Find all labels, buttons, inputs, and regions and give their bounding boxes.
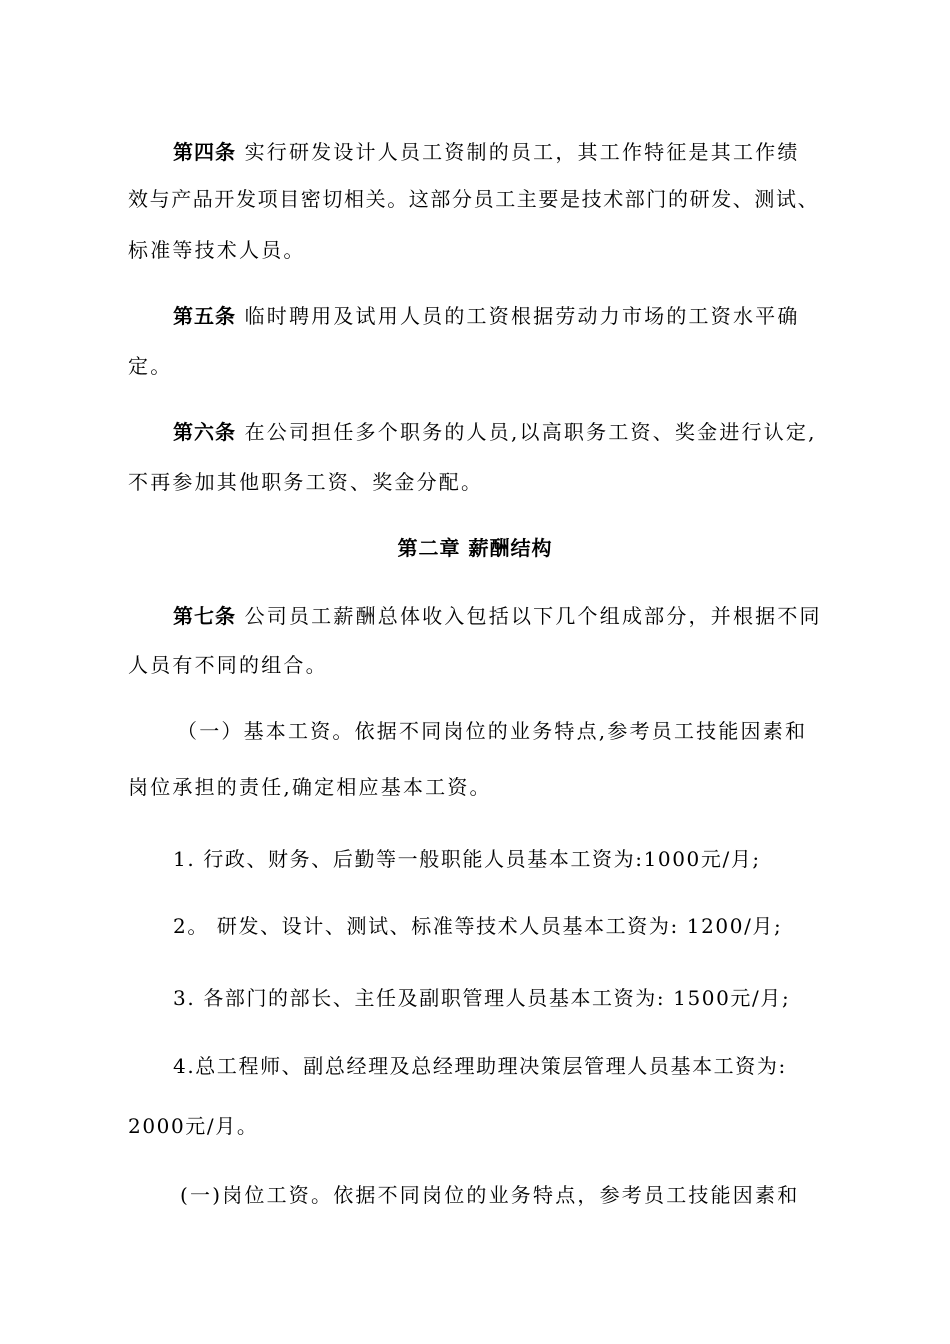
base-salary-line2: 岗位承担的责任,确定相应基本工资。 <box>128 775 492 799</box>
article5-first-line <box>173 303 800 329</box>
article5-text-line1: 临时聘用及试用人员的工资根据劳动力市场的工资水平确 <box>244 304 800 328</box>
article4-label: 第四条 <box>173 140 236 164</box>
article6-text-line2: 不再参加其他职务工资、奖金分配。 <box>128 470 484 494</box>
article5-text-line2: 定。 <box>128 354 173 378</box>
list-item: 4.总工程师、副总经理及总经理助理决策层管理人员基本工资为: <box>173 1054 787 1078</box>
chapter-heading: 第二章 薪酬结构 <box>397 536 553 560</box>
article7-text-line2: 人员有不同的组合。 <box>128 653 328 677</box>
article6-first-line <box>173 419 817 445</box>
list-item: 1. 行政、财务、后勤等一般职能人员基本工资为:1000元/月; <box>173 847 761 871</box>
article7-first-line <box>173 603 822 629</box>
article6-text-line1: 在公司担任多个职务的人员,以高职务工资、奖金进行认定, <box>244 420 817 444</box>
article7-text-line1: 公司员工薪酬总体收入包括以下几个组成部分，并根据不同 <box>244 604 822 628</box>
article6-label: 第六条 <box>173 420 236 444</box>
position-salary-line1: (一)岗位工资。依据不同岗位的业务特点，参考员工技能因素和 <box>180 1183 800 1207</box>
article5-label: 第五条 <box>173 304 236 328</box>
article4-first-line <box>173 139 800 165</box>
list-item: 2000元/月。 <box>128 1114 259 1138</box>
list-item: 3. 各部门的部长、主任及副职管理人员基本工资为: 1500元/月; <box>173 986 791 1010</box>
base-salary-line1: （一）基本工资。依据不同岗位的业务特点,参考员工技能因素和 <box>177 719 808 743</box>
article4-text-line2: 效与产品开发项目密切相关。这部分员工主要是技术部门的研发、测试、 <box>128 187 820 211</box>
article4-text-line3: 标准等技术人员。 <box>128 238 306 262</box>
article4-text-line1: 实行研发设计人员工资制的员工，其工作特征是其工作绩 <box>244 140 800 164</box>
list-item: 2。 研发、设计、测试、标准等技术人员基本工资为: 1200/月; <box>173 914 783 938</box>
article7-label: 第七条 <box>173 604 236 628</box>
